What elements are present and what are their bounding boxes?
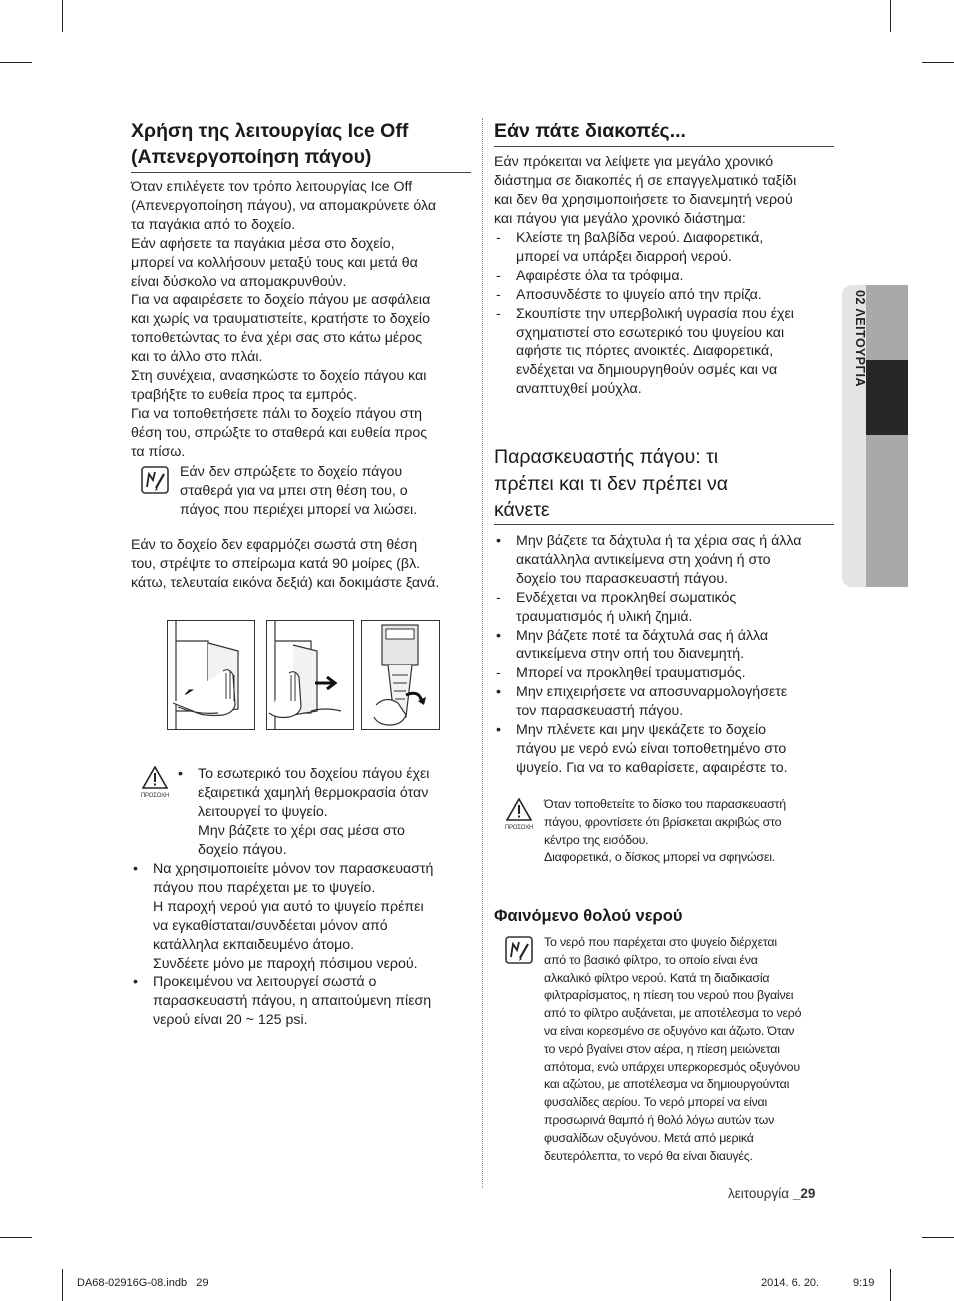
list-marker: - bbox=[496, 305, 501, 322]
list-item-line: δοχείο πάγου. bbox=[198, 841, 287, 858]
list-item-line: Μπορεί να προκληθεί τραυματισμός. bbox=[516, 665, 746, 682]
footer-file: DA68-02916G-08.indb 29 bbox=[77, 1277, 209, 1289]
section-rule bbox=[131, 172, 471, 173]
list-marker: • bbox=[496, 684, 501, 701]
list-item-line: μπορεί να υπάρξει διαρροή νερού. bbox=[516, 248, 732, 265]
list-item-line: Αφαιρέστε όλα τα τρόφιμα. bbox=[516, 267, 684, 284]
icemaker-title-line1: Παρασκευαστής πάγου: τι bbox=[494, 446, 719, 468]
list-marker: - bbox=[496, 665, 501, 682]
crop-mark bbox=[890, 0, 891, 32]
note-line: αλκαλικό φίλτρο νερού. Κατά τη διαδικασία bbox=[544, 970, 770, 985]
list-marker: • bbox=[496, 627, 501, 644]
list-marker: • bbox=[496, 533, 501, 549]
footer-time: 9:19 bbox=[853, 1277, 875, 1289]
caution-line: πάγου, φροντίσετε ότι βρίσκεται ακριβώς στο bbox=[544, 814, 782, 829]
paragraph-line: και πάγου για μεγάλο χρονικό διάστημα: bbox=[494, 210, 746, 227]
list-item bbox=[494, 267, 839, 286]
paragraph-line: Εάν αφήσετε τα παγάκια μέσα στο δοχείο, bbox=[131, 235, 395, 252]
list-item-line: παρασκευαστή πάγου, η απαιτούμενη πίεση bbox=[153, 993, 432, 1010]
list-item-line: ψυγείο. Για να το καθαρίσετε, αφαιρέστε το. bbox=[516, 759, 788, 776]
note-line: προσωρινά θαμπό ή θολό λόγω αυτών των bbox=[544, 1112, 775, 1127]
list-item bbox=[494, 683, 839, 721]
list-item-line: σχηματιστεί στο εσωτερικό του ψυγείου και bbox=[516, 324, 785, 341]
list-item-line: Μην πλένετε και μην ψεκάζετε το δοχείο bbox=[516, 722, 767, 739]
note-icon bbox=[505, 936, 533, 964]
paragraph-line: τραβήξτε το ευθεία προς τα εμπρός. bbox=[131, 386, 358, 403]
list-item-line: Προκειμένου να λειτουργεί σωστά ο bbox=[153, 974, 377, 991]
list-item bbox=[494, 627, 839, 665]
list-marker: • bbox=[133, 974, 138, 991]
caution-line: Διαφορετικά, ο δίσκος μπορεί να σφηνώσει. bbox=[544, 850, 775, 865]
section-rule bbox=[494, 524, 834, 525]
paragraph-line: Για να αφαιρέσετε το δοχείο πάγου με ασφάλεια bbox=[131, 292, 431, 309]
list-item-line: Μην βάζετε τα δάχτυλα ή τα χέρια σας ή άλλα bbox=[516, 533, 802, 549]
list-item bbox=[131, 973, 476, 1030]
list-item-line: εξαιρετικά χαμηλή θερμοκρασία όταν bbox=[198, 784, 429, 801]
list-item-line: Ενδέχεται να προκληθεί σωματικός bbox=[516, 589, 737, 606]
list-item-line: τον παρασκευαστή πάγου. bbox=[516, 703, 684, 720]
note-line: φιλτραρίσματος, η πίεση του νερού που βγαίνει bbox=[544, 988, 794, 1003]
paragraph-line: Εάν το δοχείο δεν εφαρμόζει σωστά στη θέση bbox=[131, 537, 418, 553]
list-marker: - bbox=[496, 589, 501, 606]
list-item bbox=[176, 765, 476, 860]
note-line: απότομα, ενώ υπάρχει υπερκορεσμός οξυγόνου bbox=[544, 1059, 800, 1074]
list-item-line: αντικείμενα στην οπή του διανεμητή. bbox=[516, 646, 745, 663]
list-marker: - bbox=[496, 286, 501, 303]
note-text bbox=[180, 463, 470, 520]
list-item bbox=[494, 664, 839, 683]
note-line: πάγος που περιέχει μπορεί να λιώσει. bbox=[180, 501, 418, 518]
page-number-word: λειτουργία bbox=[728, 1186, 790, 1201]
list-item-line: κατάλληλα εκπαιδευμένο άτομο. bbox=[153, 936, 355, 953]
side-tab-grey bbox=[866, 285, 908, 587]
list-item-line: τραυματισμός ή υλική ζημιά. bbox=[516, 608, 693, 625]
list-item-line: Η παροχή νερού για αυτό το ψυγείο πρέπει bbox=[153, 898, 424, 915]
crop-mark bbox=[0, 1237, 32, 1238]
caution-label: ΠΡΟΣΟΧΗ bbox=[504, 825, 534, 831]
note-line: να είναι κορεσμένο σε οξυγόνο και άζωτο. Όταν bbox=[544, 1023, 795, 1038]
list-marker: - bbox=[496, 230, 501, 246]
note-line: δευτερόλεπτα, το νερό θα είναι διαυγές. bbox=[544, 1148, 753, 1163]
column-divider bbox=[482, 118, 483, 1188]
paragraph-line: διάστημα σε διακοπές ή σε επαγγελματικό ταξίδι bbox=[494, 172, 797, 189]
list-item-line: ακατάλληλα αντικείμενα στη χοάνη ή στο bbox=[516, 551, 771, 568]
paragraph-line: και χωρίς να τραυματιστείτε, κρατήστε το δοχείο bbox=[131, 311, 430, 328]
list-item-line: Αποσυνδέστε το ψυγείο από την πρίζα. bbox=[516, 286, 762, 303]
list-item-line: Να χρησιμοποιείτε μόνον τον παρασκευαστή bbox=[153, 861, 434, 877]
ice-off-title-line2: (Απενεργοποίηση πάγου) bbox=[131, 146, 372, 168]
list-item bbox=[494, 721, 839, 778]
vacation-list bbox=[494, 229, 839, 399]
paragraph-line: κάτω, τελευταία εικόνα δεξιά) και δοκιμάστε ξανά. bbox=[131, 574, 440, 591]
caution-line: κέντρο της εισόδου. bbox=[544, 832, 649, 847]
paragraph-line: και δεν θα χρησιμοποιήσετε το διανεμητή νερού bbox=[494, 191, 793, 208]
list-item-line: αφήστε τις πόρτες ανοικτές. Διαφορετικά, bbox=[516, 343, 774, 360]
note-line: φυσαλίδων οξυγόνου. Μετά από μερικά bbox=[544, 1130, 754, 1145]
caution-line: Όταν τοποθετείτε το δίσκο του παρασκευαστή bbox=[544, 797, 786, 811]
crop-mark bbox=[0, 62, 32, 63]
rotate-paragraph bbox=[131, 536, 476, 593]
list-item-line: Κλείστε τη βαλβίδα νερού. Διαφορετικά, bbox=[516, 230, 764, 246]
vacation-intro bbox=[494, 153, 839, 229]
list-marker: • bbox=[178, 766, 183, 782]
list-item-line: λειτουργεί το ψυγείο. bbox=[198, 803, 328, 820]
list-item bbox=[494, 532, 839, 589]
icemaker-dos-list bbox=[494, 532, 839, 778]
note-line: από το βασικό φίλτρο, το οποίο είναι ένα bbox=[544, 952, 758, 967]
note-line: και αζώτου, με αποτέλεσμα να δημιουργούνται bbox=[544, 1077, 790, 1092]
paragraph-line: τα παγάκια από το δοχείο. bbox=[131, 216, 296, 233]
list-item-line: Σκουπίστε την υπερβολική υγρασία που έχει bbox=[516, 305, 794, 322]
side-tab-label: 02 ΛΕΙΤΟΥΡΓΙΑ bbox=[853, 290, 867, 388]
list-item bbox=[494, 229, 839, 267]
crop-mark bbox=[62, 0, 63, 32]
list-item-line: νερού είναι 20 ~ 125 psi. bbox=[153, 1012, 308, 1029]
list-marker: • bbox=[496, 722, 501, 739]
list-item bbox=[494, 286, 839, 305]
ice-off-title bbox=[131, 118, 471, 170]
paragraph-line: Όταν επιλέγετε τον τρόπο λειτουργίας Ice Off bbox=[131, 179, 413, 195]
paragraph-line: μπορεί να κολλήσουν μεταξύ τους και μετά θα bbox=[131, 254, 418, 271]
list-item-line: Το εσωτερικό του δοχείου πάγου έχει bbox=[198, 766, 430, 782]
note-line: Εάν δεν σπρώξετε το δοχείο πάγου bbox=[180, 464, 403, 480]
crop-mark bbox=[922, 62, 954, 63]
note-line: το νερό βγαίνει στον αέρα, η πίεση μειώνεται bbox=[544, 1041, 780, 1056]
ice-off-body bbox=[131, 178, 476, 462]
illustration-remove-bin bbox=[167, 620, 255, 730]
list-item-line: να εγκαθίσταται/συνδέεται μόνον από bbox=[153, 917, 388, 934]
ice-off-title-line1: Χρήση της λειτουργίας Ice Off bbox=[131, 120, 409, 142]
footer-date: 2014. 6. 20. bbox=[761, 1277, 820, 1289]
ice-maker-bullet-list bbox=[131, 860, 476, 1030]
list-item-line: Συνδέετε μόνο με παροχή πόσιμου νερού. bbox=[153, 955, 418, 972]
paragraph-line: και το άλλο στο πλάι. bbox=[131, 349, 263, 366]
icemaker-title bbox=[494, 444, 834, 524]
note-icon bbox=[141, 466, 169, 494]
page-number bbox=[728, 1186, 815, 1201]
caution-icon bbox=[140, 766, 170, 800]
caution-icon bbox=[504, 798, 534, 832]
list-item-line: Μην βάζετε το χέρι σας μέσα στο bbox=[198, 822, 405, 839]
list-item-line: πάγου που παρέχεται με το ψυγείο. bbox=[153, 879, 376, 896]
paragraph-line: του, στρέψτε το σπείρωμα κατά 90 μοίρες (βλ. bbox=[131, 555, 421, 572]
note-line: σταθερά για να μπει στη θέση του, ο bbox=[180, 482, 408, 499]
paragraph-line: τα πίσω. bbox=[131, 443, 186, 460]
paragraph-line: θέση του, σπρώξτε το σταθερά και ευθεία προς bbox=[131, 424, 428, 441]
list-item bbox=[494, 589, 839, 627]
caution-label: ΠΡΟΣΟΧΗ bbox=[140, 793, 170, 799]
page-number-value: _29 bbox=[792, 1186, 816, 1201]
icemaker-title-line2: πρέπει και τι δεν πρέπει να bbox=[494, 472, 728, 495]
list-marker: - bbox=[496, 267, 501, 284]
section-rule bbox=[494, 146, 834, 147]
list-item bbox=[494, 305, 839, 400]
paragraph-line: (Απενεργοποίηση πάγου), να απομακρύνετε όλα bbox=[131, 197, 437, 214]
caution-text bbox=[544, 796, 834, 867]
list-item-line: πάγου με νερό ενώ είναι τοποθετημένο στο bbox=[516, 740, 787, 757]
icemaker-title-line3: κάνετε bbox=[494, 499, 550, 521]
crop-mark bbox=[890, 1269, 891, 1301]
paragraph-line: τοποθετώντας το ένα χέρι σας στο κάτω μέρος bbox=[131, 330, 423, 347]
crop-mark bbox=[922, 1237, 954, 1238]
list-item bbox=[131, 860, 476, 973]
list-item-line: Μην επιχειρήσετε να αποσυναρμολογήσετε bbox=[516, 684, 788, 701]
illustration-rotate-screw bbox=[361, 620, 440, 730]
list-item-line: ενδέχεται να δημιουργηθούν οσμές και να bbox=[516, 362, 778, 379]
list-item-line: αναπτυχθεί μούχλα. bbox=[516, 381, 642, 398]
list-marker: • bbox=[133, 861, 138, 877]
list-item-line: Μην βάζετε ποτέ τα δάχτυλά σας ή άλλα bbox=[516, 627, 769, 644]
note-line: φυσαλίδες αερίου. Το νερό μπορεί να είναι bbox=[544, 1095, 768, 1110]
note-line: Το νερό που παρέχεται στο ψυγείο διέρχεται bbox=[544, 935, 777, 949]
caution-list bbox=[176, 765, 476, 860]
note-line: από το φίλτρο αυξάνεται, με αποτέλεσμα το νερό bbox=[544, 1006, 802, 1021]
paragraph-line: Εάν πρόκειται να λείψετε για μεγάλο χρονικό bbox=[494, 154, 774, 170]
cloudy-water-title: Φαινόμενο θολού νερού bbox=[494, 907, 683, 925]
cloudy-water-note bbox=[544, 934, 836, 1165]
crop-mark bbox=[62, 1269, 63, 1301]
paragraph-line: είναι δύσκολο να απομακρυνθούν. bbox=[131, 273, 347, 290]
list-item-line: δοχείο του παρασκευαστή πάγου. bbox=[516, 570, 729, 587]
illustration-pull-bin bbox=[266, 620, 354, 730]
paragraph-line: Στη συνέχεια, ανασηκώστε το δοχείο πάγου και bbox=[131, 368, 427, 385]
side-tab-marker bbox=[866, 360, 908, 435]
vacation-title: Εάν πάτε διακοπές... bbox=[494, 120, 686, 142]
paragraph-line: Για να τοποθετήσετε πάλι το δοχείο πάγου στη bbox=[131, 405, 423, 422]
